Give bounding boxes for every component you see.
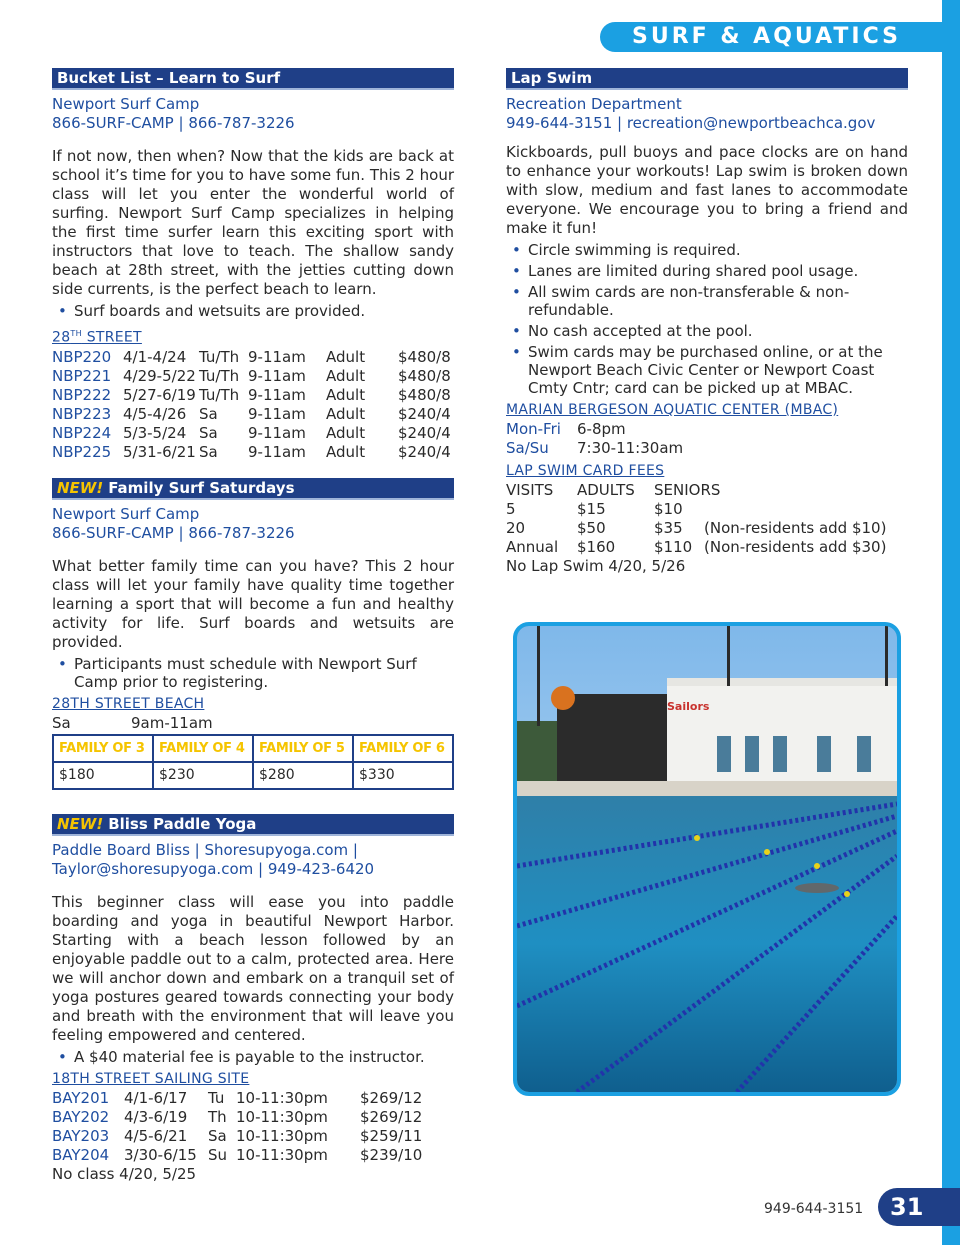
surf-provider: Newport Surf Camp: [52, 95, 200, 113]
class-row: NBP221 4/29-5/22 Tu/Th 9-11am Adult $480/8: [52, 366, 451, 385]
class-row: NBP222 5/27-6/19 Tu/Th 9-11am Adult $480/8: [52, 385, 451, 404]
yoga-contact-line2: Taylor@shoresupyoga.com | 949-423-6420: [52, 859, 375, 878]
table-header: FAMILY OF 4: [153, 735, 253, 762]
surf-location[interactable]: 28TH STREET: [52, 329, 142, 346]
yoga-contact-line1: Paddle Board Bliss | Shoresupyoga.com |: [52, 840, 358, 859]
surf-contact: [52, 95, 454, 133]
new-badge: NEW!: [57, 814, 104, 833]
footer-phone: 949-644-3151: [764, 1201, 864, 1217]
table-cell: $330: [353, 762, 453, 789]
lap-bullet: • All swim cards are non-transferable & non-refundable.: [506, 283, 908, 319]
table-cell: $280: [253, 762, 353, 789]
family-price-table: [52, 734, 454, 790]
lap-header: Lap Swim: [506, 68, 908, 90]
fees-row: 20 $50 $35 (Non-residents add $10): [506, 519, 887, 537]
lap-description: Kickboards, pull buoys and pace clocks are on hand to enhance your workouts! Lap swim is broken down with slow, medium and fast lanes to accommodate everyone. We encourage you to bring a friend and make it fun!: [506, 143, 908, 237]
family-contact: [52, 505, 454, 543]
swimmer: [795, 883, 839, 893]
right-column: [506, 68, 908, 576]
class-row: BAY203 4/5-6/21 Sa 10-11:30pm $259/11: [52, 1126, 423, 1145]
surf-bullet: • Surf boards and wetsuits are provided.: [52, 302, 454, 320]
yoga-bullet: • A $40 material fee is payable to the instructor.: [52, 1048, 454, 1066]
yoga-header: NEW! Bliss Paddle Yoga: [52, 814, 454, 836]
class-row: NBP224 5/3-5/24 Sa 9-11am Adult $240/4: [52, 423, 451, 442]
table-header: FAMILY OF 5: [253, 735, 353, 762]
family-description: What better family time can you have? This 2 hour class will let your family have quality time together learning a sport that will become a fun and healthy activity for life. Surf boards and wetsuits are provided.: [52, 556, 454, 651]
class-row: NBP223 4/5-4/26 Sa 9-11am Adult $240/4: [52, 404, 451, 423]
left-column: [52, 68, 454, 1184]
no-swim-note: No Lap Swim 4/20, 5/26: [506, 557, 686, 575]
surf-description: If not now, then when? Now that the kids are back at school it’s time for you to have some fun. This 2 hour class will let you enter the wonderful world of surfing. Newport Surf Camp specializes in helping the first time surfer learn this exciting sport with instructors that love to teach. The shallow sandy beach at 28th street, with the jetties cutting down side currents, is the perfect beach to learn.: [52, 147, 454, 298]
surf-header: Bucket List – Learn to Surf: [52, 68, 454, 90]
class-row: BAY202 4/3-6/19 Th 10-11:30pm $269/12: [52, 1107, 423, 1126]
logo-sign: [551, 686, 575, 710]
surf-phone: 866-SURF-CAMP | 866-787-3226: [52, 114, 295, 132]
pool-photo: [513, 622, 901, 1096]
new-badge: NEW!: [57, 478, 104, 497]
lap-contact-line[interactable]: 949-644-3151 | recreation@newportbeachca.gov: [506, 114, 876, 132]
hours-row: Sa/Su 7:30-11:30am: [506, 439, 684, 457]
yoga-contact: [52, 841, 454, 879]
yoga-description: This beginner class will ease you into paddle boarding and yoga in beautiful Newport Harbor. Starting with a beach lesson followed by an enjoyable paddle out to a calm, protected area. Here we will anchor down and embark on a tranquil set of yoga postures geared towards connecting your body and breath with the environment that will leave you feeling empowered and centered.: [52, 892, 454, 1044]
lap-dept: Recreation Department: [506, 95, 682, 113]
family-header: NEW! Family Surf Saturdays: [52, 478, 454, 500]
lap-bullet: • No cash accepted at the pool.: [506, 322, 908, 340]
building-dark: [557, 694, 667, 784]
fees-header-row: VISITS ADULTS SENIORS: [506, 481, 721, 499]
table-cell: $180: [53, 762, 153, 789]
family-bullet: • Participants must schedule with Newport Surf Camp prior to registering.: [52, 655, 454, 691]
family-location[interactable]: 28TH STREET BEACH: [52, 695, 205, 712]
yoga-classes: [52, 1089, 454, 1165]
lap-fees-title[interactable]: LAP SWIM CARD FEES: [506, 463, 665, 479]
fees-row: 5 $15 $10: [506, 500, 683, 518]
pool-deck: [517, 781, 897, 797]
family-phone: 866-SURF-CAMP | 866-787-3226: [52, 523, 295, 542]
fees-row: Annual $160 $110 (Non-residents add $30): [506, 538, 887, 556]
surf-classes: [52, 348, 454, 462]
edge-color-bar: [942, 0, 960, 1245]
page-number: 31: [878, 1188, 960, 1226]
hours-row: Mon-Fri 6-8pm: [506, 420, 626, 438]
yoga-note: No class 4/20, 5/25: [52, 1164, 197, 1183]
class-row: BAY204 3/30-6/15 Su 10-11:30pm $239/10: [52, 1145, 423, 1164]
table-header: FAMILY OF 6: [353, 735, 453, 762]
lap-bullet: • Lanes are limited during shared pool usage.: [506, 262, 908, 280]
lap-center[interactable]: MARIAN BERGESON AQUATIC CENTER (MBAC): [506, 402, 839, 418]
building-sign: Sailors: [667, 700, 710, 713]
section-title: SURF & AQUATICS: [600, 22, 960, 52]
class-row: BAY201 4/1-6/17 Tu 10-11:30pm $269/12: [52, 1088, 423, 1107]
yoga-location[interactable]: 18TH STREET SAILING SITE: [52, 1070, 250, 1087]
lap-contact: [506, 95, 908, 133]
class-row: NBP225 5/31-6/21 Sa 9-11am Adult $240/4: [52, 442, 451, 461]
table-header: FAMILY OF 3: [53, 735, 153, 762]
lap-bullet: • Swim cards may be purchased online, or at the Newport Beach Civic Center or Newport Coast Cmty Cntr; card can be picked up at MBAC.: [506, 343, 908, 397]
class-row: NBP220 4/1-4/24 Tu/Th 9-11am Adult $480/8: [52, 347, 451, 366]
family-schedule: Sa 9am-11am: [52, 713, 213, 732]
pool-water: [517, 796, 897, 1092]
pool-illustration: [517, 626, 897, 1092]
lap-bullet: • Circle swimming is required.: [506, 241, 908, 259]
table-cell: $230: [153, 762, 253, 789]
family-provider: Newport Surf Camp: [52, 504, 200, 523]
